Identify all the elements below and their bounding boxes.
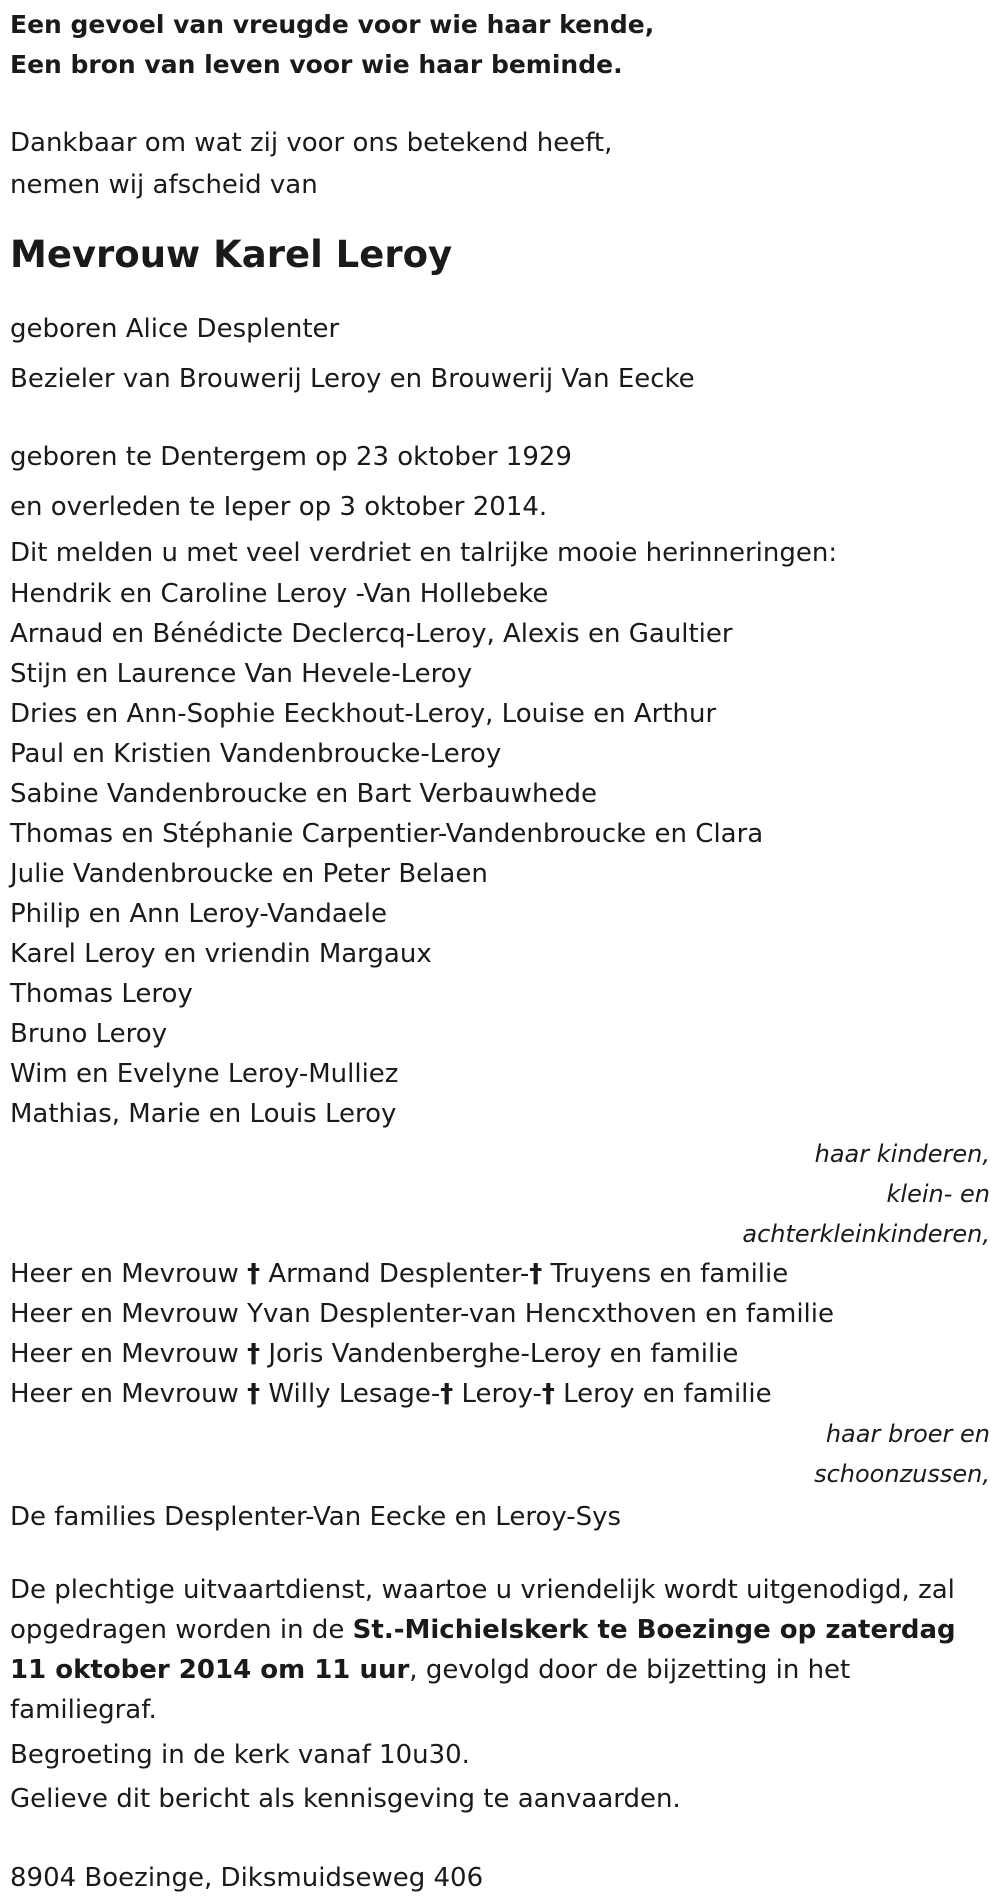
deceased-info [10, 304, 1000, 404]
born-as: geboren Alice Desplenter [10, 314, 340, 344]
list-item: Thomas en Stéphanie Carpentier-Vandenbroucke en Clara [10, 819, 764, 849]
sibling-text: Heer en Mevrouw [10, 1259, 248, 1289]
list-item: Paul en Kristien Vandenbroucke-Leroy [10, 739, 502, 769]
sibling-text: Leroy en familie [554, 1379, 772, 1409]
list-item: Karel Leroy en vriendin Margaux [10, 939, 432, 969]
list-item: Sabine Vandenbroucke en Bart Verbauwhede [10, 779, 598, 809]
list-item: Julie Vandenbroucke en Peter Belaen [10, 859, 488, 889]
list-item: Arnaud en Bénédicte Declercq-Leroy, Alexis en Gaultier [10, 619, 733, 649]
address [10, 1856, 1000, 1900]
children-list [10, 574, 1000, 1134]
list-item [10, 1254, 1000, 1294]
deceased-name: Mevrouw Karel Leroy [10, 233, 453, 276]
sibling-text: Willy Lesage- [260, 1379, 441, 1409]
ceremony-location-date: St.-Michielskerk te Boezinge op zaterdag 11 oktober 2014 om 11 uur [10, 1615, 956, 1685]
cross-icon: † [247, 1379, 261, 1409]
relation-line-2: klein- en [886, 1180, 990, 1208]
motto-line-2: Een bron van leven voor wie haar beminde. [10, 50, 623, 79]
list-item: Philip en Ann Leroy-Vandaele [10, 899, 388, 929]
address-line: 8904 Boezinge, Diksmuidseweg 406 [10, 1863, 484, 1893]
list-item: Hendrik en Caroline Leroy -Van Hollebeke [10, 579, 549, 609]
ceremony-text [10, 1570, 985, 1730]
list-item: Thomas Leroy [10, 979, 193, 1009]
siblings-list [10, 1254, 1000, 1414]
sibling-text: Joris Vandenberghe-Leroy en familie [260, 1339, 739, 1369]
ceremony [10, 1570, 1000, 1824]
list-item [10, 1334, 1000, 1374]
motto [10, 0, 1000, 90]
ceremony-part-1: De plechtige uitvaartdienst, waartoe u vriendelijk wordt uitgenodigd, zal opgedragen worden in de [10, 1575, 955, 1645]
intro-line-2: nemen wij afscheid van [10, 170, 318, 200]
birth-line: geboren te Dentergem op 23 oktober 1929 [10, 442, 572, 472]
cross-icon: † [529, 1259, 543, 1289]
cross-icon: † [440, 1379, 454, 1409]
dates [10, 432, 1000, 574]
greeting-line: Begroeting in de kerk vanaf 10u30. [10, 1740, 470, 1770]
relation-line-3: achterkleinkinderen, [742, 1220, 990, 1248]
relation-line-1: haar broer en [825, 1420, 990, 1448]
list-item: Wim en Evelyne Leroy-Mulliez [10, 1059, 399, 1089]
relation-line-1: haar kinderen, [814, 1140, 990, 1168]
notice-line: Gelieve dit bericht als kennisgeving te aanvaarden. [10, 1784, 681, 1814]
intro [10, 118, 1000, 210]
death-line: en overleden te Ieper op 3 oktober 2014. [10, 492, 548, 522]
sibling-text: Armand Desplenter- [260, 1259, 530, 1289]
cross-icon: † [247, 1339, 261, 1369]
list-item [10, 1374, 1000, 1414]
children-relation [10, 1134, 1000, 1254]
cross-icon: † [247, 1259, 261, 1289]
list-item: Mathias, Marie en Louis Leroy [10, 1099, 397, 1129]
relation-line-2: schoonzussen, [814, 1460, 990, 1488]
sibling-text: Heer en Mevrouw [10, 1339, 248, 1369]
intro-line-1: Dankbaar om wat zij voor ons betekend heeft, [10, 128, 613, 158]
ceremony-part-2: , gevolgd door de bijzetting in het familiegraf. [10, 1655, 851, 1725]
announcement-line: Dit melden u met veel verdriet en talrijke mooie herinneringen: [10, 538, 838, 568]
list-item: Stijn en Laurence Van Hevele-Leroy [10, 659, 473, 689]
list-item: Heer en Mevrouw Yvan Desplenter-van Hencxthoven en familie [10, 1299, 834, 1329]
sibling-text: Heer en Mevrouw [10, 1379, 248, 1409]
families-line: De families Desplenter-Van Eecke en Leroy-Sys [10, 1502, 622, 1532]
role: Bezieler van Brouwerij Leroy en Brouwerij Van Eecke [10, 364, 695, 394]
list-item: Bruno Leroy [10, 1019, 168, 1049]
siblings-relation [10, 1414, 1000, 1494]
motto-line-1: Een gevoel van vreugde voor wie haar kende, [10, 10, 655, 39]
list-item: Dries en Ann-Sophie Eeckhout-Leroy, Louise en Arthur [10, 699, 717, 729]
sibling-text: Leroy- [453, 1379, 542, 1409]
sibling-text: Truyens en familie [542, 1259, 789, 1289]
cross-icon: † [541, 1379, 555, 1409]
